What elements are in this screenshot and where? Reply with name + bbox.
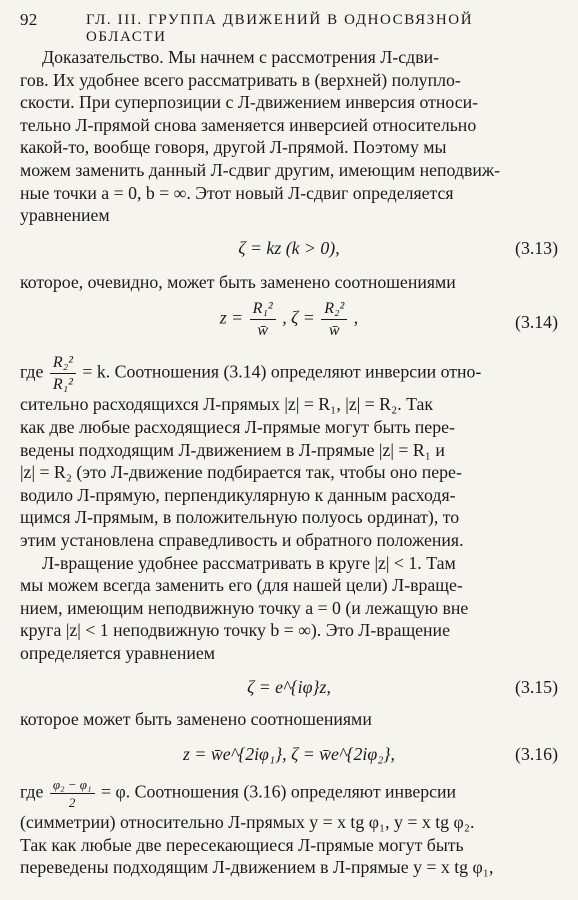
equation-expression: ζ = e^{iφ}z, [247, 677, 331, 698]
text-line: которое, очевидно, может быть заменено соотношениями [20, 271, 456, 292]
paragraph-proof-intro [20, 46, 558, 227]
paragraph-rotation [20, 552, 558, 665]
text-line: Так как любые две пересекающиеся Л-прямые могут быть [20, 834, 464, 855]
text-line: ные точки a = 0, b = ∞. Этот новый Л-сдвиг определяется [20, 182, 454, 203]
equation-expression: z = w̄e^{2iφ₁}, ζ = w̄e^{2iφ₂}, [183, 744, 395, 765]
page-body [20, 46, 558, 879]
equation-number: (3.16) [515, 744, 558, 765]
fraction: $\frac{\text{R₁²}}{w̄}$ [250, 299, 276, 340]
equation-3-16 [20, 731, 558, 775]
text-line: нием, имеющим неподвижную точку a = 0 (и лежащую вне [20, 597, 469, 618]
equation-number: (3.13) [515, 237, 558, 258]
paragraph-diverging-lines [20, 353, 558, 551]
text-line: |z| = R₂ (это Л-движение подбирается так, чтобы оно пере- [20, 462, 462, 483]
text-line: круга |z| < 1 неподвижную точку b = ∞). Это Л-вращение [20, 620, 450, 641]
text-line: переведены подходящим Л-движением в Л-прямые y = x tg φ₁, [20, 857, 494, 878]
equation-expression: z = $\frac{\text{R₁²}}{w̄}$ , ζ = $\frac{\text{R₂²}}{w̄}$ , [219, 300, 359, 340]
text-line: где $\frac{\text{R₂²}}{\text{R₁²}}$ = k. Соотношения (3.14) определяют инверсии отно- [20, 353, 482, 393]
text-line: которое может быть заменено соотношениями [20, 709, 372, 730]
text-line: ведены подходящим Л-движением в Л-прямые |z| = R₁ и [20, 439, 445, 460]
text-line: определяется уравнением [20, 642, 215, 663]
text-line: этим установлена справедливость и обратного положения. [20, 529, 464, 550]
text-line: можем заменить данный Л-сдвиг другим, имеющим неподвиж- [20, 159, 501, 180]
text-line: щимся Л-прямым, в положительную полуось ординат), то [20, 507, 460, 528]
fraction: $\frac{\text{R₂²}}{w̄}$ [321, 299, 347, 340]
text-line: сительно расходящихся Л-прямых |z| = R₁, |z| = R₂. Так [20, 394, 434, 415]
equation-3-14 [20, 293, 558, 353]
text-line: где $\frac{\text{φ₂ − φ₁}}{2}$ = φ. Соотношения (3.16) определяют инверсии [20, 776, 457, 810]
fraction: $\frac{\text{R₂²}}{\text{R₁²}}$ [50, 353, 76, 394]
text-line: Л-вращение удобнее рассматривать в круге |z| < 1. Там [42, 552, 456, 573]
page-number: 92 [20, 10, 38, 29]
running-title: ГЛ. III. ГРУППА ДВИЖЕНИЙ В ОДНОСВЯЗНОЙ ОБЛАСТИ [86, 12, 474, 45]
text-line: какой-то, вообще говоря, другой Л-прямой. Поэтому мы [20, 137, 447, 158]
text-line: водило Л-прямую, перпендикулярную к данным расходя- [20, 484, 456, 505]
equation-3-15 [20, 664, 558, 708]
text-line: тельно Л-прямой снова заменяется инверсией относительно [20, 114, 477, 135]
text-line: мы можем всегда заменить его (для нашей цели) Л-враще- [20, 575, 463, 596]
text-line: уравнением [20, 205, 110, 226]
text-line: скости. При суперпозиции с Л-движением инверсия относи- [20, 92, 479, 113]
text-line: как две любые расходящиеся Л-прямые могут быть пере- [20, 416, 455, 437]
equation-number: (3.15) [515, 677, 558, 698]
equation-expression: ζ = kz (k > 0), [238, 237, 340, 258]
text-line: Доказательство. Мы начнем с рассмотрения Л-сдви- [42, 47, 440, 67]
text-line: гов. Их удобнее всего рассматривать в (верхней) полупло- [20, 69, 461, 90]
page-header [20, 10, 558, 45]
equation-number: (3.14) [515, 312, 558, 333]
fraction: $\frac{\text{φ₂ − φ₁}}{2}$ [50, 777, 95, 810]
equation-3-13 [20, 227, 558, 271]
paragraph-symmetry [20, 775, 558, 879]
text-line: (симметрии) относительно Л-прямых y = x tg φ₁, y = x tg φ₂. [20, 812, 475, 833]
